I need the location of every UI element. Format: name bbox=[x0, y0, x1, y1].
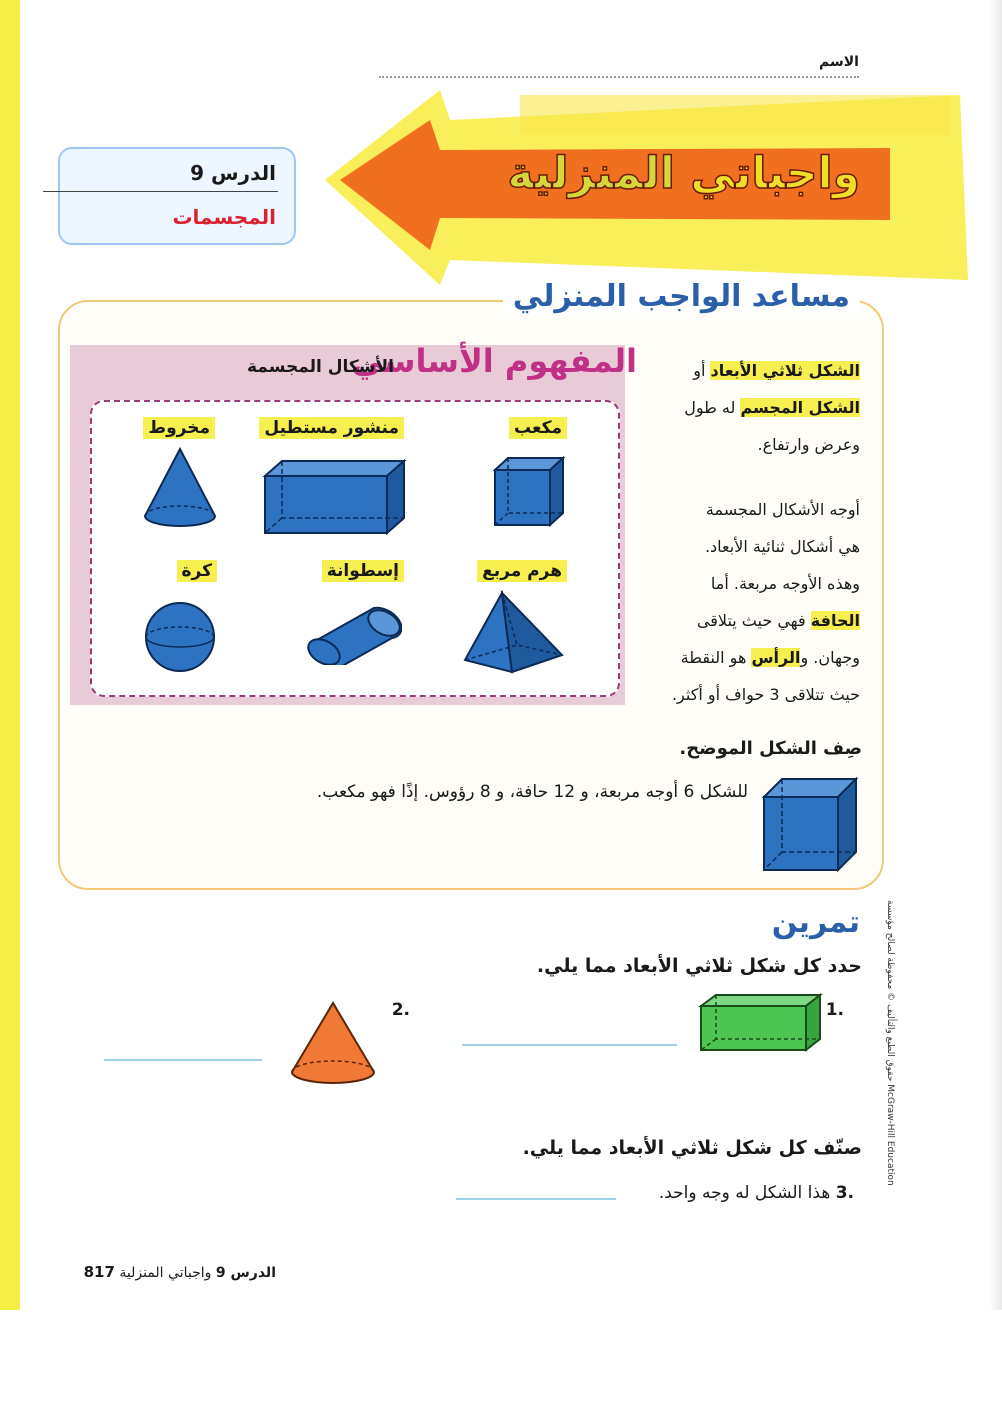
edge-text: فهي حيث يتلاقى bbox=[696, 611, 806, 630]
footer-lesson: الدرس 9 bbox=[215, 1265, 276, 1281]
sphere-icon bbox=[143, 600, 218, 675]
rectangular-prism-icon bbox=[262, 458, 407, 536]
page-title bbox=[507, 148, 860, 199]
lesson-box bbox=[58, 147, 296, 245]
example-answer: للشكل 6 أوجه مربعة، و 12 حافة، و 8 رؤوس. إذًا فهو مكعب. bbox=[316, 782, 748, 802]
q2-answer-line[interactable] bbox=[104, 1059, 262, 1061]
q1-answer-line[interactable] bbox=[462, 1044, 677, 1046]
key-concept-title: المفهوم الأساسي bbox=[351, 342, 637, 380]
def-text1: له طول bbox=[684, 398, 736, 417]
q3-number: .3 bbox=[835, 1183, 854, 1203]
orange-cone-icon bbox=[288, 1000, 378, 1088]
homework-helper-title: مساعد الواجب المنزلي bbox=[503, 279, 860, 314]
page-number: 817 bbox=[83, 1263, 115, 1281]
q3-answer-line[interactable] bbox=[456, 1198, 616, 1200]
name-label: الاسم bbox=[819, 54, 859, 70]
name-line[interactable] bbox=[379, 52, 859, 78]
label-cone: مخروط bbox=[143, 417, 215, 439]
definition-paragraph bbox=[630, 352, 860, 463]
term-edge: الحافة bbox=[810, 611, 860, 630]
footer-label: واجباتي المنزلية bbox=[119, 1265, 212, 1281]
lesson-divider bbox=[43, 191, 278, 192]
copyright-credit: حقوق الطبع والتأليف © محفوظة لصالح مؤسسة McGraw-Hill Education bbox=[885, 900, 895, 1186]
label-cube: مكعب bbox=[509, 417, 567, 439]
instruction-identify: حدد كل شكل ثلاثي الأبعاد مما يلي. bbox=[536, 955, 862, 977]
title-part1: واجباتي bbox=[690, 148, 860, 199]
term-3d-shape: الشكل ثلاثي الأبعاد bbox=[710, 361, 860, 380]
faces-line2: هي أشكال ثنائية الأبعاد. bbox=[704, 537, 860, 556]
cube-icon bbox=[490, 455, 570, 530]
title-part2: المنزلية bbox=[507, 148, 675, 199]
lesson-topic: المجسمات bbox=[172, 205, 276, 229]
instruction-classify: صنّف كل شكل ثلاثي الأبعاد مما يلي. bbox=[522, 1137, 862, 1159]
faces-line3: وهذه الأوجه مربعة. أما bbox=[710, 574, 860, 593]
q1-number: .1 bbox=[825, 1000, 844, 1020]
right-page-edge bbox=[990, 0, 1002, 1310]
question-3 bbox=[659, 1183, 854, 1203]
vertex-pre: وجهان. و bbox=[800, 648, 860, 667]
example-cube-icon bbox=[760, 775, 860, 873]
label-square-pyramid: هرم مربع bbox=[477, 560, 567, 582]
vertex-end: حيث تتلاقى 3 حواف أو أكثر. bbox=[671, 685, 860, 704]
key-concept-subtitle: الأشكال المجسمة bbox=[246, 357, 394, 377]
yellow-highlight bbox=[520, 95, 950, 135]
vertex-text: هو النقطة bbox=[680, 648, 747, 667]
q2-number: .2 bbox=[391, 1000, 410, 1020]
left-yellow-strip bbox=[0, 0, 20, 1310]
square-pyramid-icon bbox=[462, 590, 567, 675]
practice-title: تمرين bbox=[771, 905, 860, 940]
term-vertex: الرأس bbox=[751, 648, 801, 667]
word-or: أو bbox=[693, 361, 706, 380]
def-text2: وعرض وارتفاع. bbox=[757, 435, 860, 454]
term-solid-shape: الشكل المجسم bbox=[740, 398, 860, 417]
cylinder-icon bbox=[302, 600, 402, 665]
label-rectangular-prism: منشور مستطيل bbox=[259, 417, 404, 439]
green-prism-icon bbox=[698, 992, 823, 1054]
cone-icon bbox=[140, 446, 220, 531]
q3-text: هذا الشكل له وجه واحد. bbox=[658, 1183, 831, 1203]
faces-line1: أوجه الأشكال المجسمة bbox=[705, 500, 860, 519]
label-sphere: كرة bbox=[177, 560, 218, 582]
label-cylinder: إسطوانة bbox=[322, 560, 404, 582]
faces-paragraph bbox=[630, 491, 860, 713]
lesson-number: الدرس 9 bbox=[190, 161, 276, 185]
example-prompt: صِف الشكل الموضح. bbox=[679, 738, 862, 759]
page-footer bbox=[74, 1263, 276, 1281]
